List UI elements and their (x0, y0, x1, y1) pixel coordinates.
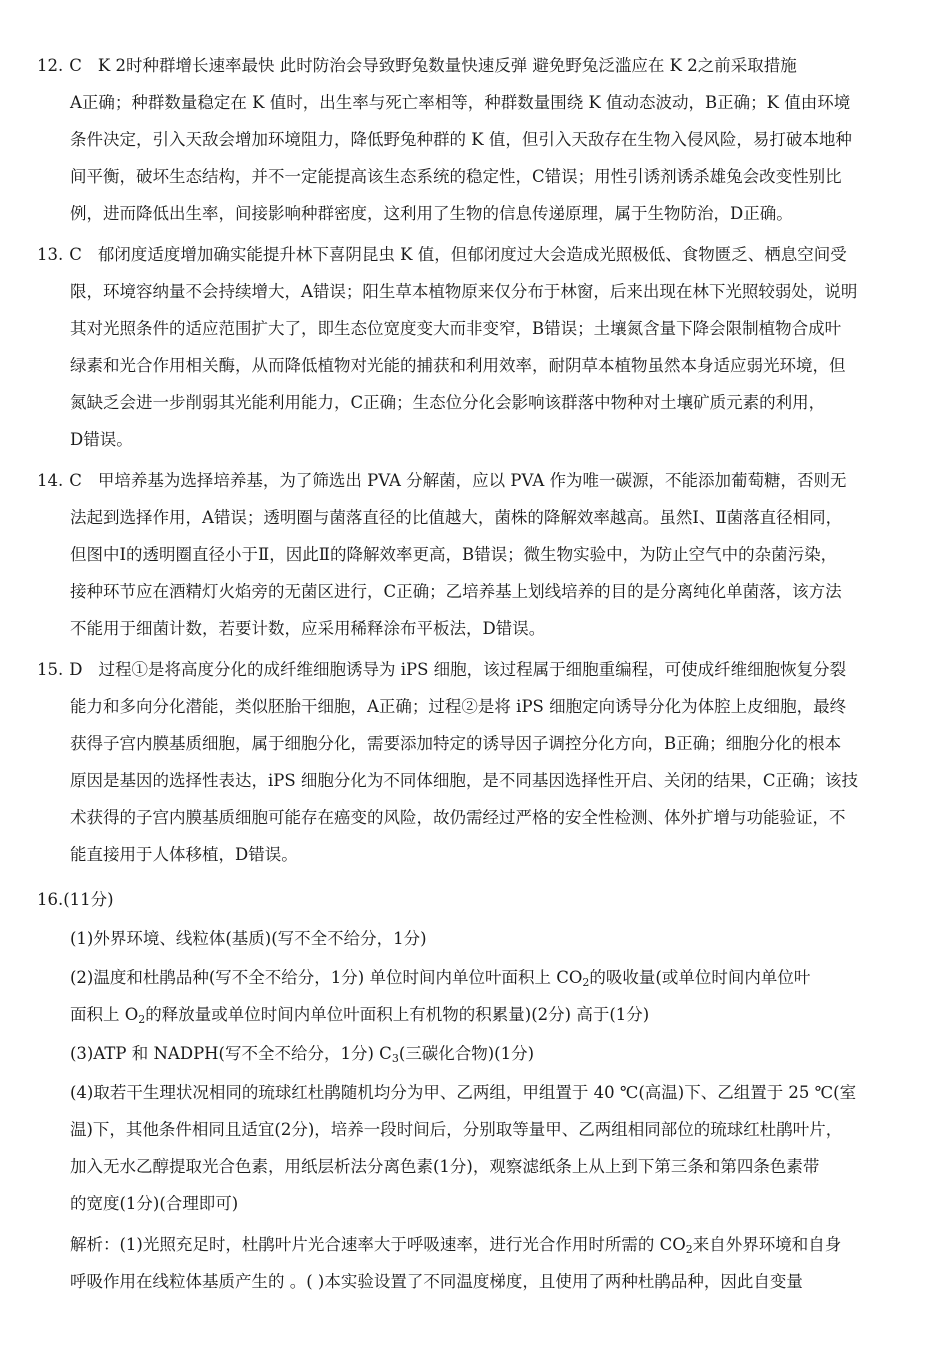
q15-text-line: 能力和多向分化潜能，类似胚胎干细胞，A正确；过程②是将 iPS 细胞定向诱导分化为体腔上皮细胞，最终 (70, 697, 847, 716)
q15-text-line: 原因是基因的选择性表达，iPS 细胞分化为不同体细胞，是不同基因选择性开启、关闭的结果，C正确；该技 (70, 771, 859, 790)
q13-text-line: 郁闭度适度增加确实能提升林下喜阴昆虫 K 值，但郁闭度过大会造成光照极低、食物匮乏、栖息空间受 (97, 245, 847, 264)
q16-answer-4-line: (4)取若干生理状况相同的琉球红杜鹃随机均分为甲、乙两组，甲组置于 40 ℃(高温)下、乙组置于 25 ℃(室 (70, 1083, 857, 1102)
q13-text-line: 绿素和光合作用相关酶，从而降低植物对光能的捕获和利用效率，耐阴草本植物虽然本身适应弱光环境，但 (70, 356, 846, 375)
q12-text-line: 例，进而降低出生率，间接影响种群密度，这利用了生物的信息传递原理，属于生物防治，D正确。 (70, 204, 793, 223)
q16-answer-3-text: (三碳化合物)(1分) (398, 1044, 535, 1063)
q16-answer-2-text: 面积上 O (70, 1005, 139, 1024)
subscript: 2 (685, 1243, 693, 1256)
q16-explanation-text: 来自外界环境和自身 (692, 1235, 842, 1254)
q14-answer: C (69, 471, 82, 490)
q16-answer-2-line-1 (70, 967, 810, 989)
q16-answer-2-line-2 (70, 1004, 649, 1026)
q13-text-line: D错误。 (70, 430, 133, 449)
q16-answer-4-line: 的宽度(1分)(合理即可) (70, 1194, 239, 1213)
q16-answer-4-line: 温)下，其他条件相同且适宜(2分)，培养一段时间后，分别取等量甲、乙两组相同部位的琉球红杜鹃叶片， (70, 1120, 843, 1139)
q16-answer-3 (70, 1043, 534, 1065)
q15-text-line: 过程①是将高度分化的成纤维细胞诱导为 iPS 细胞，该过程属于细胞重编程，可使成纤维细胞恢复分裂 (98, 660, 847, 679)
q14-number: 14. (37, 471, 64, 490)
q16-explanation-line-2: 呼吸作用在线粒体基质产生的 。( )本实验设置了不同温度梯度，且使用了两种杜鹃品种，因此自变量 (70, 1272, 803, 1291)
q15-text-line: 能直接用于人体移植，D错误。 (70, 845, 298, 864)
q15-number: 15. (37, 660, 64, 679)
q12-line-1 (37, 55, 797, 77)
subscript: 2 (582, 976, 590, 989)
q16-answer-2-text: 的释放量或单位时间内单位叶面积上有机物的积累量)(2分) 高于(1分) (145, 1005, 650, 1024)
q13-text-line: 氮缺乏会进一步削弱其光能利用能力，C正确；生态位分化会影响该群落中物种对土壤矿质元素的利用， (70, 393, 826, 412)
q16-answer-4-line: 加入无水乙醇提取光合色素，用纸层析法分离色素(1分)，观察滤纸条上从上到下第三条和第四条色素带 (70, 1157, 820, 1176)
q14-line-1 (37, 470, 846, 492)
q14-text-line: 甲培养基为选择培养基，为了筛选出 PVA 分解菌，应以 PVA 作为唯一碳源，不能添加葡萄糖，否则无 (97, 471, 847, 490)
q15-line-1 (37, 659, 846, 681)
q16-answer-3-text: (3)ATP 和 NADPH(写不全不给分，1分) C (70, 1044, 392, 1063)
q12-text-line: 条件决定，引入天敌会增加环境阻力，降低野兔种群的 K 值，但引入天敌存在生物入侵风险，易打破本地种 (70, 130, 852, 149)
q14-text-line: 但图中Ⅰ的透明圈直径小于Ⅱ，因此Ⅱ的降解效率更高，B错误；微生物实验中，为防止空气中的杂菌污染， (70, 545, 838, 564)
q13-answer: C (69, 245, 82, 264)
q15-answer: D (69, 660, 83, 679)
q12-answer: C (69, 56, 82, 75)
q12-text-line: K 2时种群增长速率最快 此时防治会导致野兔数量快速反弹 避免野兔泛滥应在 K 2之前采取措施 (97, 56, 797, 75)
q13-text-line: 其对光照条件的适应范围扩大了，即生态位宽度变大而非变窄，B错误；土壤氮含量下降会限制植物合成叶 (70, 319, 842, 338)
q15-text-line: 获得子宫内膜基质细胞，属于细胞分化，需要添加特定的诱导因子调控分化方向，B正确；细胞分化的根本 (70, 734, 842, 753)
q15-text-line: 术获得的子宫内膜基质细胞可能存在癌变的风险，故仍需经过严格的安全性检测、体外扩增与功能验证，不 (70, 808, 846, 827)
q16-answer-1: (1)外界环境、线粒体(基质)(写不全不给分，1分) (70, 929, 427, 948)
q16-score: (11分) (63, 890, 114, 909)
q13-line-1 (37, 244, 847, 266)
q14-text-line: 不能用于细菌计数，若要计数，应采用稀释涂布平板法，D错误。 (70, 619, 546, 638)
q14-text-line: 法起到选择作用，A错误；透明圈与菌落直径的比值越大，菌株的降解效率越高。虽然Ⅰ、Ⅱ菌落直径相同， (70, 508, 843, 527)
q16-answer-2-text: (2)温度和杜鹃品种(写不全不给分，1分) 单位时间内单位叶面积上 CO (70, 968, 583, 987)
q16-explanation-line-1 (70, 1234, 841, 1256)
q12-text-line: A正确；种群数量稳定在 K 值时，出生率与死亡率相等，种群数量围绕 K 值动态波动，B正确；K 值由环境 (70, 93, 851, 112)
q13-text-line: 限，环境容纳量不会持续增大，A错误；阳生草本植物原来仅分布于林窗，后来出现在林下光照较弱处，说明 (70, 282, 858, 301)
q12-number: 12. (37, 56, 64, 75)
q12-text-line: 间平衡，破坏生态结构，并不一定能提高该生态系统的稳定性，C错误；用性引诱剂诱杀雄兔会改变性别比 (70, 167, 842, 186)
q16-explanation-text: 解析：(1)光照充足时，杜鹃叶片光合速率大于呼吸速率，进行光合作用时所需的 CO (70, 1235, 686, 1254)
q16-answer-2-text: 的吸收量(或单位时间内单位叶 (589, 968, 811, 987)
subscript: 3 (391, 1052, 399, 1065)
subscript: 2 (138, 1013, 146, 1026)
q16-number: 16. (37, 890, 64, 909)
q13-number: 13. (37, 245, 64, 264)
q14-text-line: 接种环节应在酒精灯火焰旁的无菌区进行，C正确；乙培养基上划线培养的目的是分离纯化单菌落，该方法 (70, 582, 842, 601)
q16-header (37, 889, 114, 911)
